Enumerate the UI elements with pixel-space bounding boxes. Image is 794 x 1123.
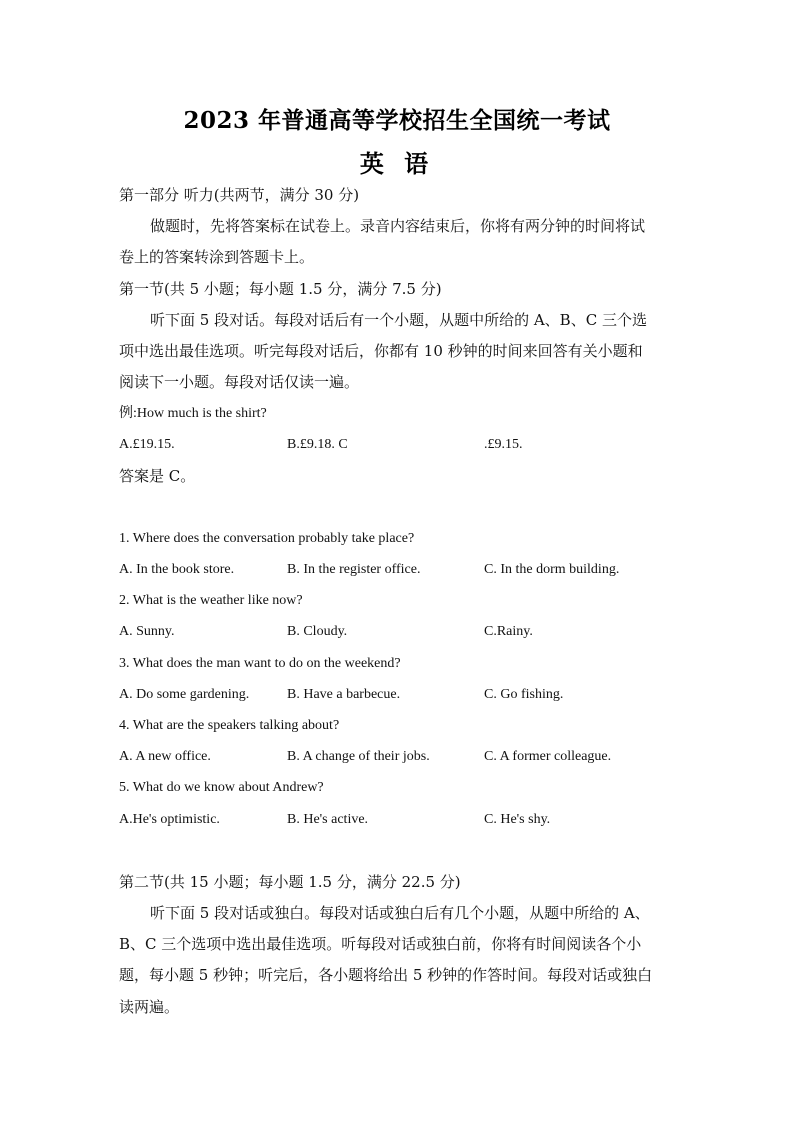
section1-heading: 第一节(共 5 小题；每小题 1.5 分，满分 7.5 分): [119, 280, 442, 298]
example-option-a: A.£19.15.: [119, 437, 175, 452]
question-3: 3. What does the man want to do on the weekend?: [119, 656, 401, 671]
section1-instruction-line: 听下面 5 段对话。每段对话后有一个小题，从题中所给的 A、B、C 三个选: [150, 311, 647, 329]
question-2-option-b: B. Cloudy.: [287, 624, 348, 639]
question-3-option-c: C. Go fishing.: [484, 687, 564, 702]
section2-heading: 第二节(共 15 小题；每小题 1.5 分，满分 22.5 分): [119, 873, 461, 891]
question-1-option-b: B. In the register office.: [287, 562, 421, 577]
question-4-option-a: A. A new office.: [119, 749, 211, 764]
question-5: 5. What do we know about Andrew?: [119, 780, 324, 795]
section1-instruction-line: 阅读下一小题。每段对话仅读一遍。: [119, 373, 360, 391]
question-5-option-b: B. He's active.: [287, 812, 369, 827]
example-question: 例:How much is the shirt?: [119, 406, 267, 421]
question-2: 2. What is the weather like now?: [119, 593, 303, 608]
subject-title: 英 语: [359, 149, 435, 178]
question-5-option-a: A.He's optimistic.: [119, 812, 220, 827]
section2-instruction-line: 题，每小题 5 秒钟；听完后，各小题将给出 5 秒钟的作答时间。每段对话或独白: [119, 966, 653, 984]
section2-instruction-line: 听下面 5 段对话或独白。每段对话或独白后有几个小题，从题中所给的 A、: [150, 904, 650, 922]
question-2-option-a: A. Sunny.: [119, 624, 175, 639]
part1-intro-line: 卷上的答案转涂到答题卡上。: [119, 248, 315, 266]
exam-title: 2023 年普通高等学校招生全国统一考试: [183, 107, 611, 134]
example-answer: 答案是 C。: [119, 467, 196, 485]
question-1-option-a: A. In the book store.: [119, 562, 235, 577]
question-4: 4. What are the speakers talking about?: [119, 718, 340, 733]
example-option-c: .£9.15.: [484, 437, 523, 452]
question-4-option-c: C. A former colleague.: [484, 749, 612, 764]
question-3-option-a: A. Do some gardening.: [119, 687, 250, 702]
question-1: 1. Where does the conversation probably take place?: [119, 531, 415, 546]
question-1-option-c: C. In the dorm building.: [484, 562, 620, 577]
section2-instruction-line: B、C 三个选项中选出最佳选项。听每段对话或独白前，你将有时间阅读各个小: [119, 935, 642, 953]
example-option-b: B.£9.18. C: [287, 437, 348, 452]
question-5-option-c: C. He's shy.: [484, 812, 551, 827]
section2-instruction-line: 读两遍。: [119, 998, 180, 1016]
part1-heading: 第一部分 听力(共两节，满分 30 分): [119, 186, 360, 204]
part1-intro-line: 做题时，先将答案标在试卷上。录音内容结束后，你将有两分钟的时间将试: [150, 217, 646, 235]
question-3-option-b: B. Have a barbecue.: [287, 687, 401, 702]
question-2-option-c: C.Rainy.: [484, 624, 533, 639]
section1-instruction-line: 项中选出最佳选项。听完每段对话后，你都有 10 秒钟的时间来回答有关小题和: [119, 342, 643, 360]
question-4-option-b: B. A change of their jobs.: [287, 749, 430, 764]
